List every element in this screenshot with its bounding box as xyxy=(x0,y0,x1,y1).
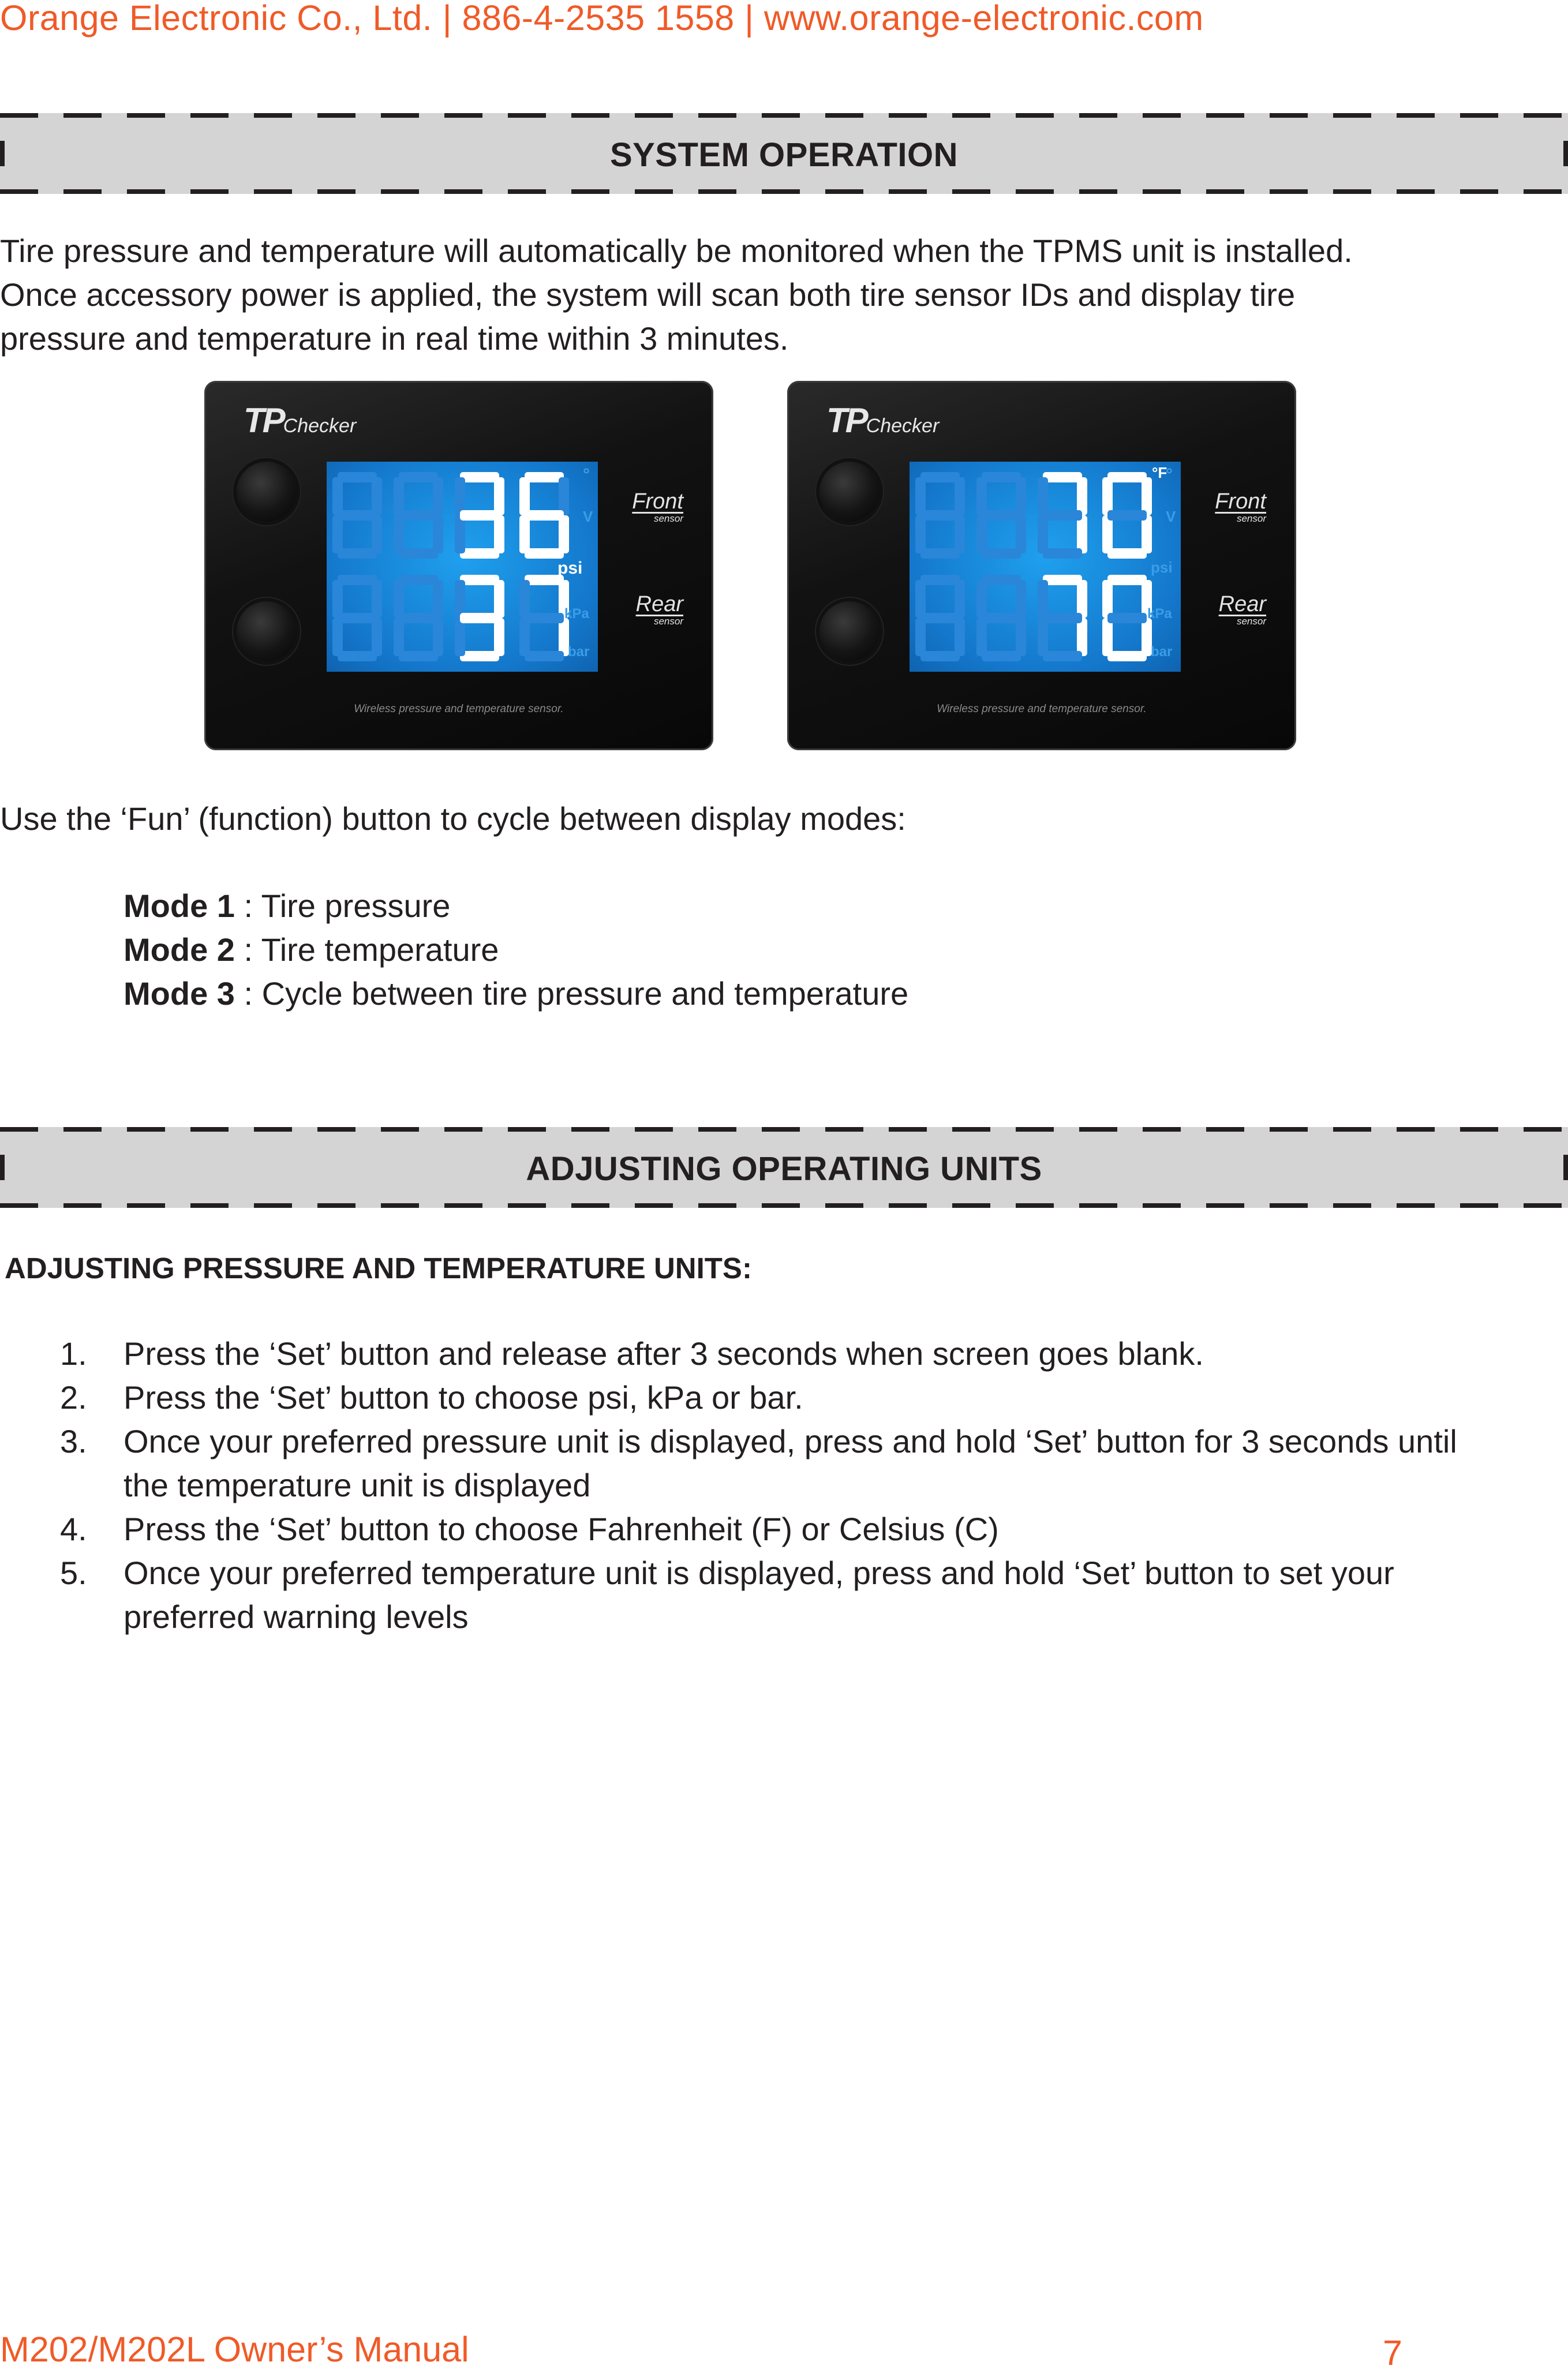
tpms-monitor-temperature xyxy=(787,381,1296,750)
fun-button[interactable] xyxy=(819,462,880,522)
lcd-segment-lit xyxy=(976,477,987,515)
lcd-segment-lit xyxy=(1016,477,1026,515)
lcd-segment-lit xyxy=(1107,472,1147,482)
lcd-segment-lit xyxy=(460,575,499,585)
lcd-indicator-dim: V xyxy=(1166,508,1176,525)
lcd-segment-dim xyxy=(455,618,465,656)
lcd-segment-lit xyxy=(1107,651,1147,661)
lcd-segment-lit xyxy=(915,515,926,553)
lcd-indicator-dim: bar xyxy=(1151,644,1173,660)
fun-button[interactable] xyxy=(237,462,297,522)
lcd-segment-dim xyxy=(1043,548,1082,559)
step-text-line: Once your preferred pressure unit is displayed, press and hold ‘Set’ button for 3 seconds until xyxy=(124,1423,1457,1459)
lcd-segment-dim xyxy=(1038,477,1048,515)
page-number: 7 xyxy=(1383,2333,1402,2372)
step-text-line: the temperature unit is displayed xyxy=(124,1467,591,1503)
lcd-segment-dim xyxy=(519,618,530,656)
unit-indicator: psi xyxy=(557,559,583,578)
lcd-screen xyxy=(910,462,1181,672)
lcd-segment-lit xyxy=(1077,515,1087,553)
lcd-segment-dim xyxy=(1043,613,1082,623)
lcd-segment-dim xyxy=(455,580,465,618)
lcd-segment-lit xyxy=(460,613,499,623)
lcd-segment-lit xyxy=(433,477,443,515)
manual-title: M202/M202L Owner’s Manual xyxy=(0,2330,469,2369)
lcd-segment-lit xyxy=(915,477,926,515)
lcd-segment-lit xyxy=(394,618,404,656)
lcd-segment-lit xyxy=(525,472,564,482)
lcd-segment-lit xyxy=(982,575,1021,585)
lcd-segment-lit xyxy=(955,515,965,553)
lcd-segment-lit xyxy=(519,515,530,553)
section-title: SYSTEM OPERATION xyxy=(609,136,959,174)
mode-label: Mode 1 xyxy=(124,888,235,924)
set-button[interactable] xyxy=(819,601,880,661)
lcd-segment-lit xyxy=(338,548,377,559)
mode-desc: : Tire pressure xyxy=(234,888,451,924)
lcd-segment-lit xyxy=(1142,477,1152,515)
lcd-segment-lit xyxy=(982,472,1021,482)
lcd-segment-dim xyxy=(1038,515,1048,553)
lcd-segment-lit xyxy=(1077,580,1087,618)
lcd-segment-lit xyxy=(332,515,343,553)
lcd-segment-lit xyxy=(433,618,443,656)
lcd-segment-lit xyxy=(976,515,987,553)
lcd-segment-lit xyxy=(920,575,960,585)
lcd-segment-lit xyxy=(519,477,530,515)
lcd-segment-dim xyxy=(1107,613,1147,623)
lcd-segment-lit xyxy=(982,548,1021,559)
mode-label: Mode 3 xyxy=(124,975,235,1012)
step-text: Press the ‘Set’ button and release after 3 seconds when screen goes blank. xyxy=(124,1335,1204,1372)
lcd-segment-lit xyxy=(332,580,343,618)
lcd-segment-lit xyxy=(394,515,404,553)
lcd-segment-lit xyxy=(460,510,499,521)
lcd-segment-lit xyxy=(1102,477,1113,515)
lcd-segment-lit xyxy=(338,651,377,661)
lcd-segment-lit xyxy=(399,548,438,559)
mode-label: Mode 2 xyxy=(124,931,235,968)
lcd-segment-lit xyxy=(920,613,960,623)
lcd-segment-lit xyxy=(460,472,499,482)
lcd-segment-lit xyxy=(1107,575,1147,585)
intro-paragraph xyxy=(0,229,1547,361)
lcd-indicator-dim: kPa xyxy=(1147,606,1172,622)
step-text xyxy=(124,1551,1543,1639)
intro-line: pressure and temperature in real time within 3 minutes. xyxy=(0,320,789,357)
lcd-segment-dim xyxy=(1038,618,1048,656)
lcd-segment-lit xyxy=(338,510,377,521)
lcd-segment-lit xyxy=(920,651,960,661)
lcd-segment-lit xyxy=(494,515,504,553)
step-text: Press the ‘Set’ button to choose Fahrenheit (F) or Celsius (C) xyxy=(124,1511,999,1547)
lcd-segment-lit xyxy=(1077,477,1087,515)
lcd-segment-lit xyxy=(372,618,382,656)
tpms-monitor-pressure xyxy=(204,381,713,750)
lcd-segment-lit xyxy=(1043,472,1082,482)
lcd-segment-lit xyxy=(1107,548,1147,559)
lcd-segment-lit xyxy=(955,618,965,656)
lcd-segment-lit xyxy=(394,477,404,515)
step-number: 3. xyxy=(60,1423,87,1459)
intro-line: Tire pressure and temperature will automatically be monitored when the TPMS unit is installed. xyxy=(0,233,1353,269)
lcd-segment-lit xyxy=(920,472,960,482)
step-number: 4. xyxy=(60,1511,87,1547)
step-text-line: preferred warning levels xyxy=(124,1599,469,1635)
lcd-segment-lit xyxy=(494,618,504,656)
lcd-segment-lit xyxy=(1043,575,1082,585)
step-number: 2. xyxy=(60,1379,87,1416)
lcd-segment-lit xyxy=(332,618,343,656)
lcd-segment-lit xyxy=(338,472,377,482)
intro-line: Once accessory power is applied, the system will scan both tire sensor IDs and display tire xyxy=(0,276,1296,313)
lcd-segment-dim xyxy=(1038,580,1048,618)
lcd-segment-lit xyxy=(1102,515,1113,553)
step-text-line: Once your preferred temperature unit is displayed, press and hold ‘Set’ button to set your xyxy=(124,1555,1394,1591)
company-header: Orange Electronic Co., Ltd. | 886-4-2535 1558 | www.orange-electronic.com xyxy=(0,0,1204,38)
lcd-segment-lit xyxy=(433,580,443,618)
section-banner-system-operation xyxy=(0,113,1568,194)
lcd-segment-lit xyxy=(338,575,377,585)
lcd-segment-dim xyxy=(1043,510,1082,521)
lcd-segment-lit xyxy=(1077,618,1087,656)
set-button[interactable] xyxy=(237,601,297,661)
lcd-segment-lit xyxy=(915,580,926,618)
lcd-segment-lit xyxy=(460,548,499,559)
lcd-screen xyxy=(327,462,598,672)
rear-sensor-label: Rear sensor xyxy=(635,592,683,627)
lcd-segment-lit xyxy=(1102,618,1113,656)
lcd-segment-dim xyxy=(1043,651,1082,661)
front-sensor-label: Front sensor xyxy=(632,489,683,524)
lcd-segment-dim xyxy=(1107,510,1147,521)
lcd-segment-lit xyxy=(372,477,382,515)
lcd-segment-lit xyxy=(399,613,438,623)
lcd-segment-lit xyxy=(1142,515,1152,553)
lcd-segment-dim xyxy=(525,651,564,661)
lcd-indicator-dim: V xyxy=(583,508,593,525)
step-text: Press the ‘Set’ button to choose psi, kPa or bar. xyxy=(124,1379,803,1416)
step-text xyxy=(124,1420,1543,1507)
lcd-segment-lit xyxy=(494,580,504,618)
rear-sensor-label: Rear sensor xyxy=(1218,592,1266,627)
lcd-segment-lit xyxy=(955,580,965,618)
mode-item xyxy=(124,928,499,972)
lcd-segment-lit xyxy=(1016,618,1026,656)
lcd-segment-lit xyxy=(399,575,438,585)
lcd-segment-lit xyxy=(982,651,1021,661)
lcd-segment-lit xyxy=(460,651,499,661)
section-banner-adjusting-units xyxy=(0,1127,1568,1208)
lcd-segment-dim xyxy=(455,477,465,515)
lcd-segment-lit xyxy=(525,548,564,559)
lcd-segment-lit xyxy=(1016,515,1026,553)
lcd-segment-dim xyxy=(559,477,569,515)
lcd-indicator-dim: ° xyxy=(583,465,590,484)
lcd-segment-lit xyxy=(494,477,504,515)
lcd-segment-lit xyxy=(982,510,1021,521)
step-number: 5. xyxy=(60,1555,87,1591)
lcd-indicator-dim: bar xyxy=(568,644,590,660)
lcd-segment-lit xyxy=(976,618,987,656)
lcd-segment-lit xyxy=(372,580,382,618)
lcd-segment-dim xyxy=(455,515,465,553)
device-caption: Wireless pressure and temperature sensor. xyxy=(937,703,1147,715)
mode-desc: : Tire temperature xyxy=(234,931,499,968)
lcd-segment-lit xyxy=(338,613,377,623)
mode-item xyxy=(124,884,450,928)
lcd-segment-lit xyxy=(399,472,438,482)
tp-checker-logo: TPChecker xyxy=(826,401,940,440)
lcd-segment-lit xyxy=(399,651,438,661)
lcd-segment-lit xyxy=(525,510,564,521)
device-caption: Wireless pressure and temperature sensor. xyxy=(354,703,564,715)
lcd-digits xyxy=(910,462,1181,672)
lcd-indicator-dim: kPa xyxy=(564,606,589,622)
lcd-segment-lit xyxy=(1102,580,1113,618)
subheading-units: ADJUSTING PRESSURE AND TEMPERATURE UNITS: xyxy=(5,1252,752,1285)
lcd-indicator-dim: psi xyxy=(1151,559,1173,576)
lcd-segment-lit xyxy=(394,580,404,618)
lcd-segment-dim xyxy=(525,613,564,623)
lcd-segment-lit xyxy=(955,477,965,515)
lcd-segment-lit xyxy=(1016,580,1026,618)
lcd-segment-lit xyxy=(332,477,343,515)
lcd-segment-dim xyxy=(519,580,530,618)
tp-checker-logo: TPChecker xyxy=(244,401,357,440)
section-title: ADJUSTING OPERATING UNITS xyxy=(526,1150,1042,1188)
lcd-segment-lit xyxy=(372,515,382,553)
mode-desc: : Cycle between tire pressure and temperature xyxy=(234,975,909,1012)
lcd-segment-lit xyxy=(976,580,987,618)
lcd-segment-lit xyxy=(915,618,926,656)
fun-button-instructions: Use the ‘Fun’ (function) button to cycle between display modes: xyxy=(0,800,906,837)
unit-indicator: °F xyxy=(1152,464,1167,481)
lcd-segment-lit xyxy=(920,548,960,559)
lcd-segment-lit xyxy=(982,613,1021,623)
lcd-indicator-dim: ° xyxy=(1166,465,1173,484)
front-sensor-label: Front sensor xyxy=(1215,489,1266,524)
lcd-segment-lit xyxy=(399,510,438,521)
lcd-segment-lit xyxy=(920,510,960,521)
lcd-segment-lit xyxy=(559,515,569,553)
lcd-segment-lit xyxy=(433,515,443,553)
step-number: 1. xyxy=(60,1335,87,1372)
mode-item xyxy=(124,972,908,1016)
